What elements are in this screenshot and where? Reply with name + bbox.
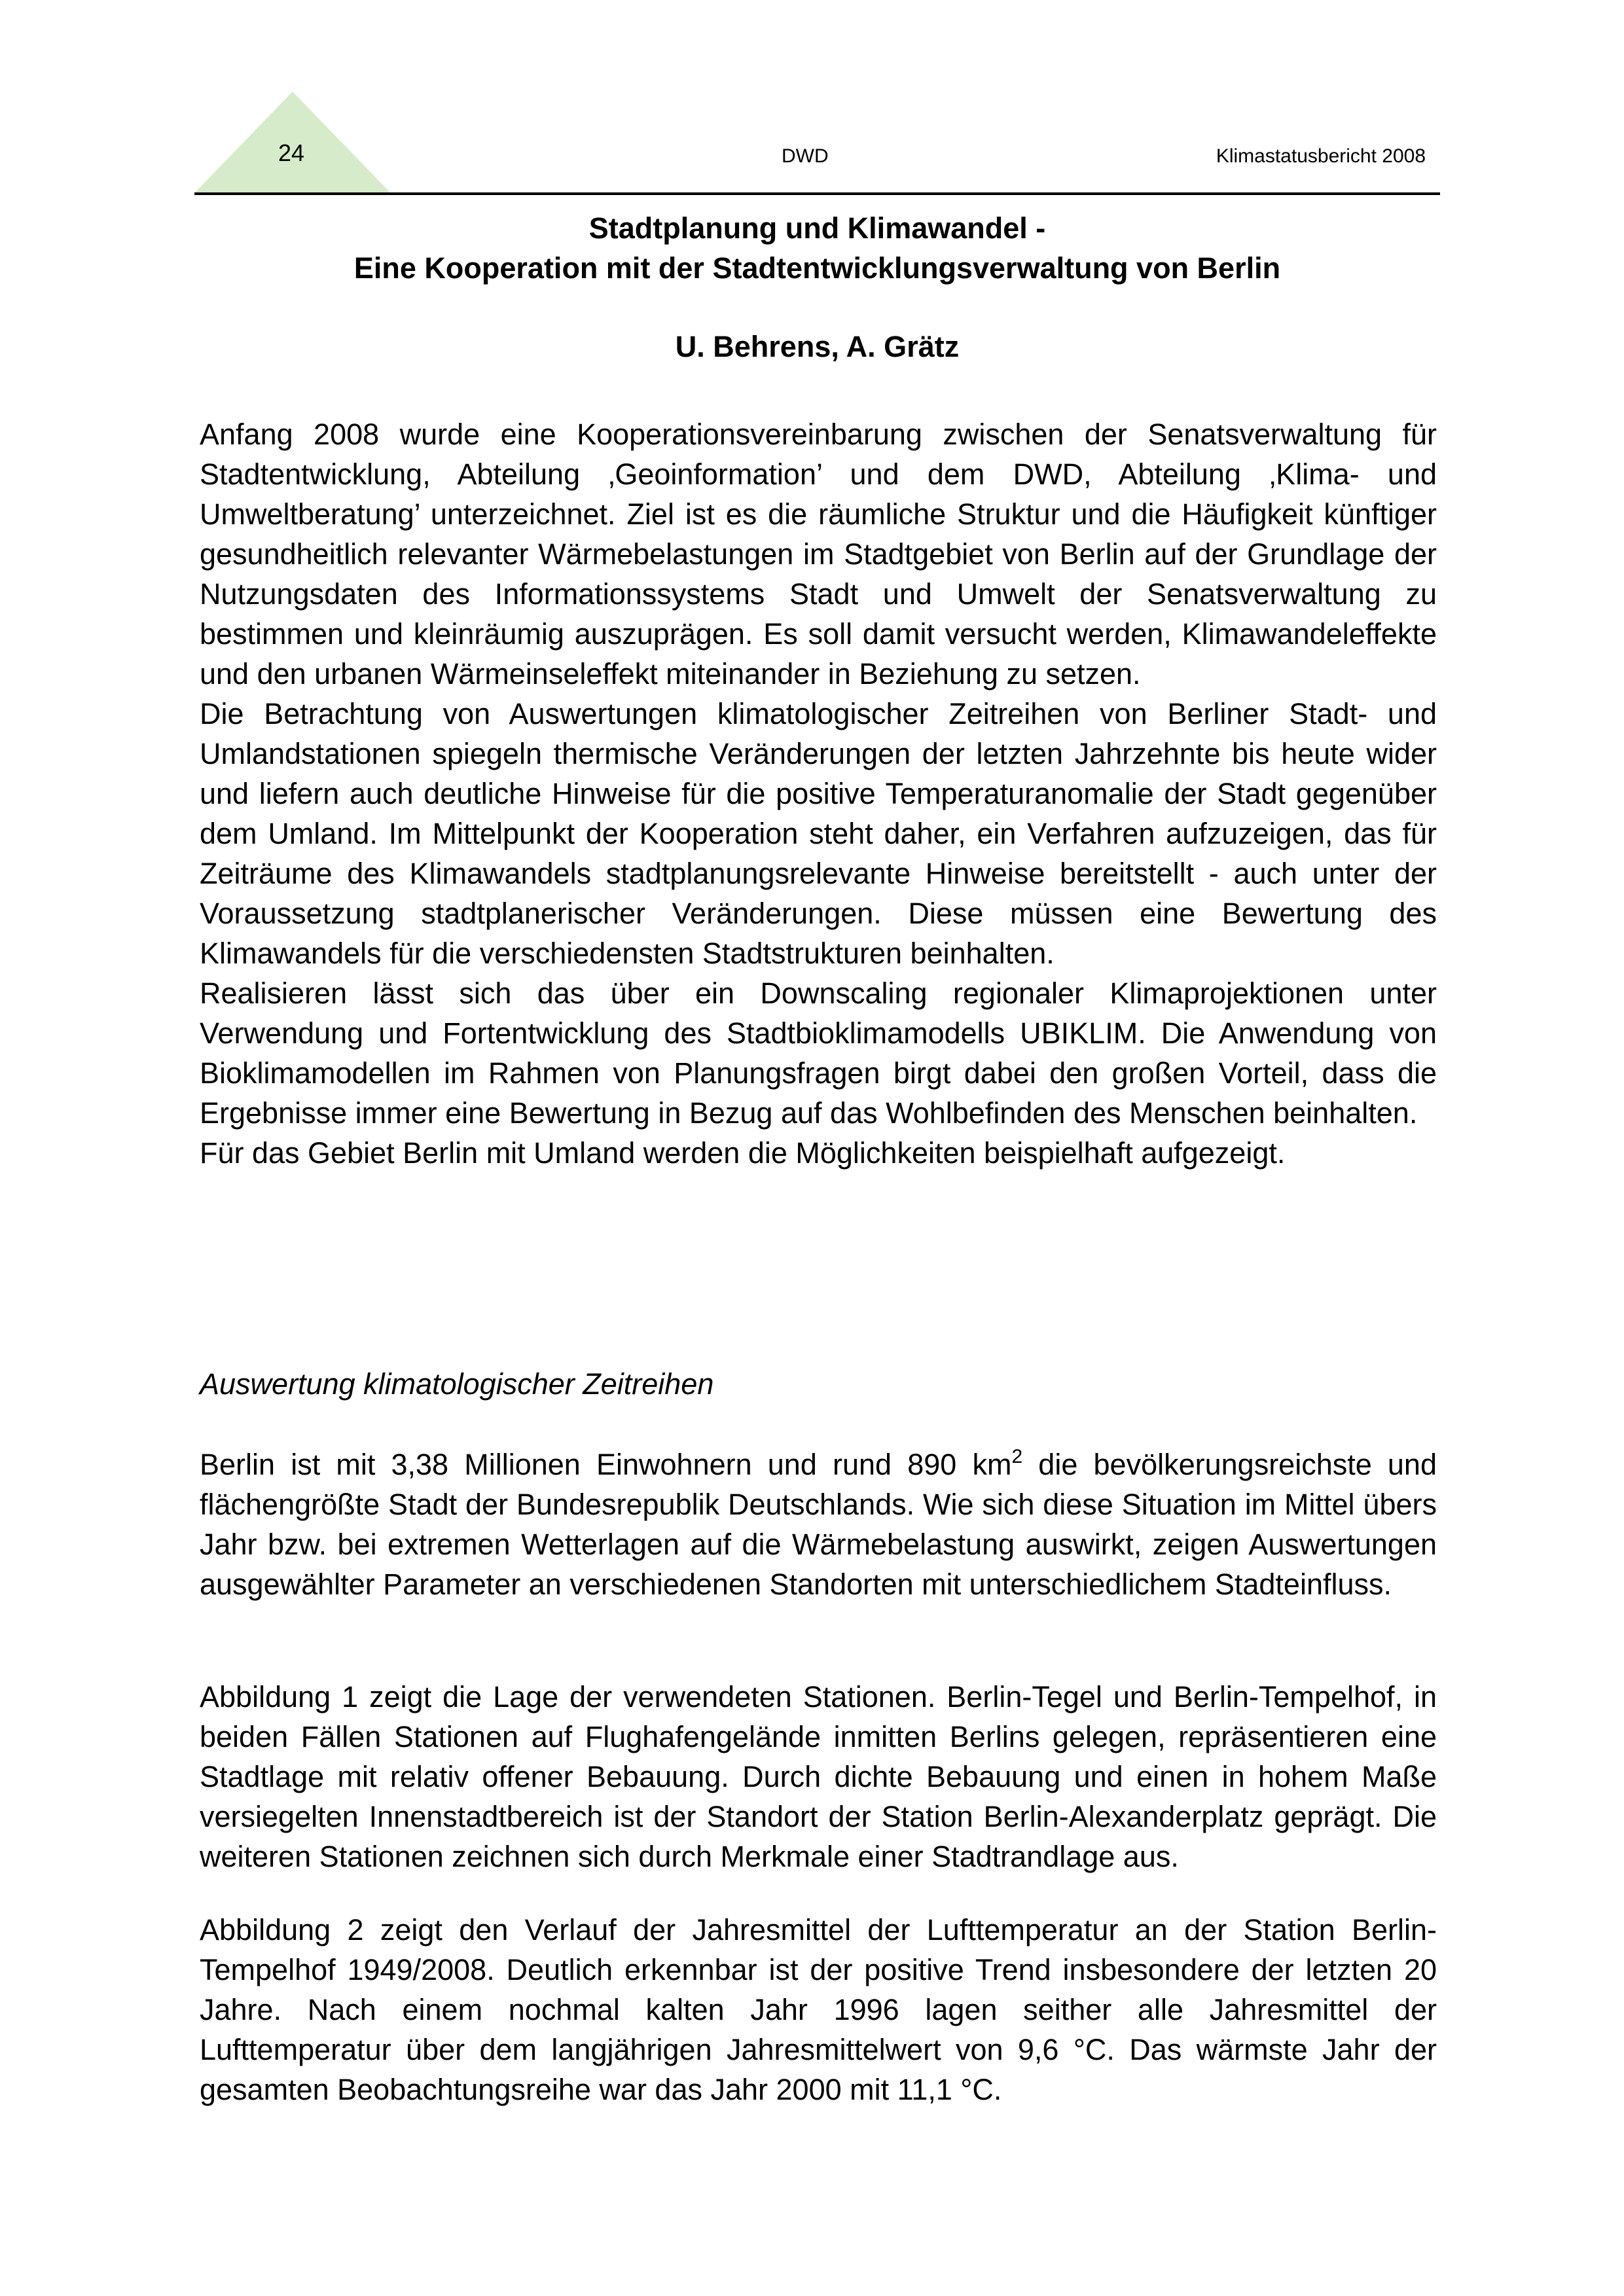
figure1-paragraph — [200, 1677, 1437, 1876]
intro-text — [200, 414, 1437, 1173]
berlin-paragraph-text — [200, 1444, 1437, 1604]
berlin-text-before: Berlin ist mit 3,38 Millionen Einwohnern und rund 890 km — [200, 1448, 1012, 1481]
area-unit-superscript: 2 — [1011, 1446, 1023, 1467]
header-rule — [194, 192, 1440, 195]
intro-paragraph: Die Betrachtung von Auswertungen klimatologischer Zeitreihen von Berliner Stadt- und Umlandstationen spiegeln thermische Veränderungen der letzten Jahrzehnte bis heute wider und liefern auch deutliche Hinweise für die positive Temperaturanomalie der Stadt gegenüber dem Umland. Im Mittelpunkt der Kooperation steht daher, ein Verfahren aufzuzeigen, das für Zeiträume des Klimawandels stadtplanungsrelevante Hinweise bereitstellt - auch unter der Voraussetzung stadtplanerischer Veränderungen. Diese müssen eine Bewertung des Klimawandels für die verschiedensten Stadtstrukturen beinhalten. — [200, 697, 1437, 970]
figure1-paragraph-text: Abbildung 1 zeigt die Lage der verwendeten Stationen. Berlin-Tegel und Berlin-Tempelhof, in beiden Fällen Stationen auf Flughafengelände inmitten Berlins gelegen, repräsentieren eine Stadtlage mit relativ offener Bebauung. Durch dichte Bebauung und einen in hohem Maße versiegelten Innenstadtbereich ist der Standort der Station Berlin-Alexanderplatz geprägt. Die weiteren Stationen zeichnen sich durch Merkmale einer Stadtrandlage aus. — [200, 1680, 1437, 1873]
intro-paragraph: Realisieren lässt sich das über ein Downscaling regionaler Klimaprojektionen unter Verwendung und Fortentwicklung des Stadtbioklimamodells UBIKLIM. Die Anwendung von Bioklimamodellen im Rahmen von Planungsfragen birgt dabei den großen Vorteil, dass die Ergebnisse immer eine Bewertung in Bezug auf das Wohlbefinden des Menschen beinhalten. — [200, 977, 1437, 1130]
intro-paragraph: Für das Gebiet Berlin mit Umland werden die Möglichkeiten beispielhaft aufgezeigt. — [200, 1136, 1286, 1170]
page-header — [194, 92, 1440, 196]
article-title — [194, 208, 1440, 288]
header-publisher: DWD — [782, 145, 829, 167]
berlin-paragraph — [200, 1444, 1437, 1604]
title-line-1: Stadtplanung und Klimawandel - — [588, 211, 1046, 245]
header-report-title: Klimastatusbericht 2008 — [1216, 145, 1426, 167]
title-line-2: Eine Kooperation mit der Stadtentwicklungsverwaltung von Berlin — [353, 251, 1281, 285]
figure2-paragraph — [200, 1910, 1437, 2109]
figure2-paragraph-text: Abbildung 2 zeigt den Verlauf der Jahresmittel der Lufttemperatur an der Station Berlin-Tempelhof 1949/2008. Deutlich erkennbar ist der positive Trend insbesondere der letzten 20 Jahre. Nach einem nochmal kalten Jahr 1996 lagen seither alle Jahresmittel der Lufttemperatur über dem langjährigen Jahresmittelwert von 9,6 °C. Das wärmste Jahr der gesamten Beobachtungsreihe war das Jahr 2000 mit 11,1 °C. — [200, 1913, 1437, 2106]
section-heading: Auswertung klimatologischer Zeitreihen — [200, 1367, 714, 1401]
berlin-text-after: die bevölkerungsreichste und flächengrößte Stadt der Bundesrepublik Deutschlands. Wie sich diese Situation im Mittel übers Jahr bzw. bei extremen Wetterlagen auf die Wärmebelastung auswirkt, zeigen Auswertungen ausgewählter Parameter an verschiedenen Standorten mit unterschiedlichem Stadteinfluss. — [200, 1448, 1437, 1601]
page-number: 24 — [278, 139, 305, 166]
intro-paragraph: Anfang 2008 wurde eine Kooperationsvereinbarung zwischen der Senatsverwaltung für Stadtentwicklung, Abteilung ‚Geoinformation’ und dem DWD, Abteilung ‚Klima- und Umweltberatung’ unterzeichnet. Ziel ist es die räumliche Struktur und die Häufigkeit künftiger gesundheitlich relevanter Wärmebelastungen im Stadtgebiet von Berlin auf der Grundlage der Nutzungsdaten des Informationssystems Stadt und Umwelt der Senatsverwaltung zu bestimmen und kleinräumig auszuprägen. Es soll damit versucht werden, Klimawandeleffekte und den urbanen Wärmeinseleffekt miteinander in Beziehung zu setzen. — [200, 418, 1437, 691]
article-authors: U. Behrens, A. Grätz — [675, 330, 960, 363]
